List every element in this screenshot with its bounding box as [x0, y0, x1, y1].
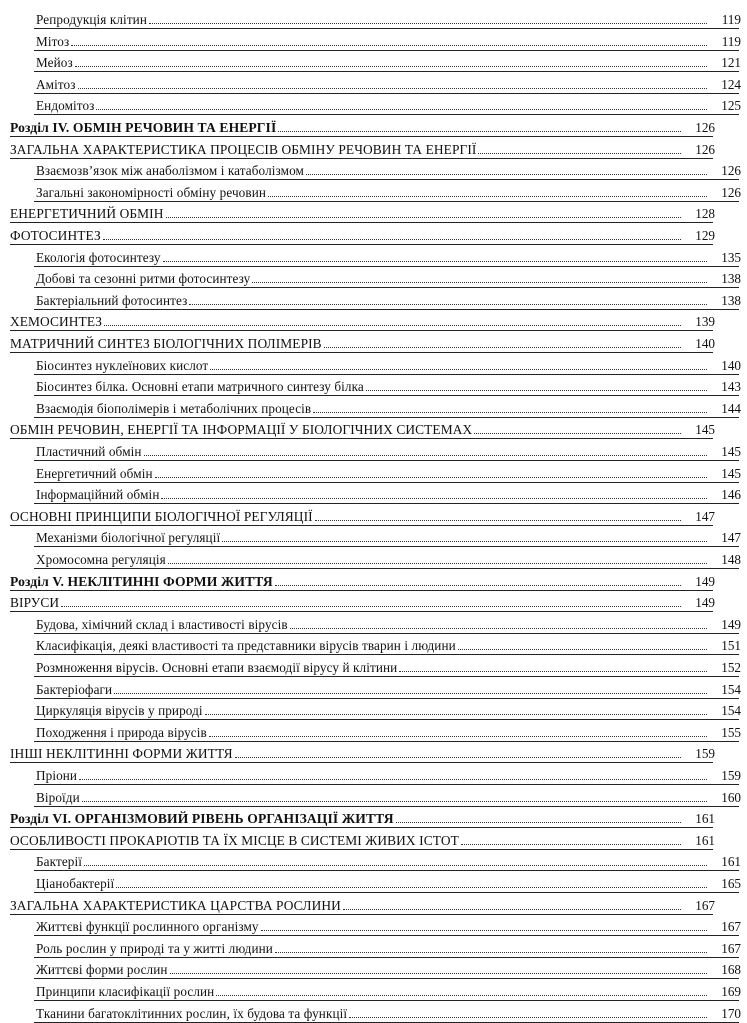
- dot-leader: [278, 131, 681, 132]
- toc-entry-title: Розділ VI. ОРГАНІЗМОВИЙ РІВЕНЬ ОРГАНІЗАЦІЇ ЖИТТЯ: [10, 811, 394, 827]
- toc-page-number: 159: [721, 768, 741, 783]
- toc-section-row[interactable]: [0, 568, 721, 590]
- toc-page-number: 143: [721, 379, 741, 395]
- toc-page-number: 124: [721, 76, 741, 92]
- dot-leader: [75, 66, 707, 67]
- toc-entry-row[interactable]: [0, 373, 747, 395]
- toc-entry-title: Бактеріальний фотосинтез: [36, 292, 188, 308]
- toc-entry-row[interactable]: [0, 719, 747, 741]
- toc-entry-row[interactable]: [0, 438, 747, 460]
- toc-entry-title: Амітоз: [36, 76, 76, 92]
- toc-entry-title: ОСНОВНІ ПРИНЦИПИ БІОЛОГІЧНОЇ РЕГУЛЯЦІЇ: [10, 508, 313, 524]
- dot-leader: [79, 779, 707, 780]
- toc-entry-title: Ціанобактерії: [36, 876, 115, 891]
- toc-page-number: 145: [721, 444, 741, 459]
- dot-leader: [168, 563, 707, 564]
- toc-entry-title: ХЕМОСИНТЕЗ: [10, 314, 103, 330]
- toc-entry-title: Мітоз: [36, 33, 70, 49]
- toc-page-number: 146: [721, 487, 741, 503]
- toc-entry-row[interactable]: [0, 762, 747, 784]
- toc-entry-title: Віроїди: [36, 789, 80, 805]
- toc-entry-title: Пріони: [36, 768, 78, 783]
- toc-page-number: 147: [695, 508, 715, 524]
- toc-entry-title: Бактерії: [36, 854, 82, 870]
- toc-entry-row[interactable]: [0, 935, 747, 957]
- toc-page-number: 126: [721, 184, 741, 200]
- dot-leader: [205, 714, 707, 715]
- toc-entry-title: ІНШІ НЕКЛІТИННІ ФОРМИ ЖИТТЯ: [10, 746, 233, 762]
- dot-leader: [209, 736, 707, 737]
- toc-page-number: 125: [721, 98, 741, 114]
- toc-section-row[interactable]: [0, 114, 721, 136]
- dot-leader: [103, 239, 681, 240]
- toc-entry-row[interactable]: [0, 848, 747, 870]
- toc-entry-row[interactable]: [0, 632, 747, 654]
- toc-page-number: 144: [721, 400, 741, 416]
- dot-leader: [216, 995, 707, 996]
- toc-entry-row[interactable]: [0, 287, 747, 309]
- toc-entry-row[interactable]: [0, 546, 747, 568]
- toc-page-number: 167: [721, 940, 741, 956]
- toc-entry-title: ЗАГАЛЬНА ХАРАКТЕРИСТИКА ЦАРСТВА РОСЛИНИ: [10, 897, 341, 913]
- dot-leader: [163, 261, 707, 262]
- toc-entry-row[interactable]: [0, 956, 747, 978]
- toc-page-number: 149: [695, 595, 715, 611]
- toc-chapter-row[interactable]: [0, 222, 721, 244]
- toc-entry-title: Розмноження вірусів. Основні етапи взаємодії вірусу й клітини: [36, 660, 398, 675]
- dot-leader: [290, 628, 707, 629]
- toc-entry-title: Добові та сезонні ритми фотосинтезу: [36, 271, 251, 287]
- toc-page-number: 126: [695, 141, 715, 157]
- toc-entry-row[interactable]: [0, 395, 747, 417]
- toc-page-number: 161: [721, 854, 741, 870]
- dot-leader: [82, 801, 707, 802]
- toc-entry-title: Хромосомна регуляція: [36, 552, 166, 567]
- toc-page-number: 154: [721, 681, 741, 697]
- toc-chapter-row[interactable]: [0, 416, 721, 438]
- toc-entry-title: ВІРУСИ: [10, 595, 60, 611]
- toc-page-number: 119: [721, 33, 741, 49]
- toc-entry-title: ОСОБЛИВОСТІ ПРОКАРІОТІВ ТА ЇХ МІСЦЕ В СИСТЕМІ ЖИВИХ ІСТОТ: [10, 832, 459, 848]
- toc-entry-row[interactable]: [0, 157, 747, 179]
- toc-entry-title: Роль рослин у природі та у житті людини: [36, 940, 273, 956]
- toc-page-number: 139: [695, 314, 715, 330]
- toc-page-number: 169: [721, 984, 741, 999]
- toc-page-number: 149: [721, 616, 741, 632]
- dot-leader: [84, 865, 707, 866]
- toc-entry-row[interactable]: [0, 244, 747, 266]
- dot-leader: [396, 822, 681, 823]
- toc-entry-title: МАТРИЧНИЙ СИНТЕЗ БІОЛОГІЧНИХ ПОЛІМЕРІВ: [10, 336, 322, 351]
- toc-entry-title: Походження і природа вірусів: [36, 724, 207, 740]
- toc-page-number: 119: [721, 12, 741, 27]
- dot-leader: [349, 1017, 707, 1018]
- toc-page-number: 161: [695, 811, 715, 827]
- dot-leader: [474, 433, 681, 434]
- toc-chapter-row[interactable]: [0, 892, 721, 914]
- toc-entry-title: Екологія фотосинтезу: [36, 249, 161, 265]
- toc-entry-title: Життєві функції рослинного організму: [36, 919, 259, 935]
- toc-entry-row[interactable]: [0, 92, 747, 114]
- toc-chapter-row[interactable]: [0, 330, 721, 352]
- toc-entry-row[interactable]: [0, 179, 747, 201]
- toc-page-number: 145: [695, 422, 715, 438]
- dot-leader: [116, 887, 707, 888]
- toc-page-number: 149: [695, 573, 715, 589]
- toc-entry-title: ЕНЕРГЕТИЧНИЙ ОБМІН: [10, 206, 164, 222]
- toc-entry-title: Ендомітоз: [36, 98, 95, 114]
- toc-entry-title: Механізми біологічної регуляції: [36, 530, 221, 546]
- toc-entry-row[interactable]: [0, 654, 747, 676]
- dot-leader: [366, 390, 707, 391]
- dot-leader: [458, 649, 707, 650]
- toc-entry-row[interactable]: [0, 676, 747, 698]
- toc-entry-title: Репродукція клітин: [36, 12, 148, 27]
- toc-entry-row[interactable]: [0, 352, 747, 374]
- dot-leader: [275, 585, 681, 586]
- toc-entry-row[interactable]: [0, 524, 747, 546]
- toc-entry-title: Бактеріофаги: [36, 681, 113, 697]
- toc-page-number: 168: [721, 962, 741, 978]
- toc-page-number: 151: [721, 638, 741, 654]
- toc-entry-row[interactable]: [0, 49, 747, 71]
- toc-chapter-row[interactable]: [0, 740, 721, 762]
- toc-page-number: 155: [721, 724, 741, 740]
- dot-leader: [275, 952, 707, 953]
- toc-page-number: 145: [721, 465, 741, 481]
- dot-leader: [306, 174, 707, 175]
- toc-entry-title: Енергетичний обмін: [36, 465, 153, 481]
- toc-chapter-row[interactable]: [0, 589, 721, 611]
- toc-page-number: 126: [695, 120, 715, 135]
- dot-leader: [189, 304, 707, 305]
- toc-entry-row[interactable]: [0, 6, 747, 28]
- toc-chapter-row[interactable]: [0, 503, 721, 525]
- toc-page-number: 152: [721, 660, 741, 675]
- toc-page-number: 129: [695, 228, 715, 243]
- dot-leader: [268, 196, 707, 197]
- dot-leader: [222, 541, 707, 542]
- toc-page-number: 140: [695, 336, 715, 351]
- toc-entry-row[interactable]: [0, 460, 747, 482]
- toc-entry-row[interactable]: [0, 978, 747, 1000]
- dot-leader: [155, 477, 707, 478]
- toc-page-number: 167: [695, 897, 715, 913]
- toc-entry-title: Розділ V. НЕКЛІТИННІ ФОРМИ ЖИТТЯ: [10, 573, 273, 589]
- toc-entry-title: Будова, хімічний склад і властивості вірусів: [36, 616, 288, 632]
- toc-page-number: 170: [721, 1005, 741, 1021]
- toc-entry-row[interactable]: [0, 913, 747, 935]
- toc-entry-title: Біосинтез нуклеїнових кислот: [36, 357, 209, 373]
- toc-entry-title: Біосинтез білка. Основні етапи матричного синтезу білка: [36, 379, 364, 395]
- toc-page-number: 121: [721, 55, 741, 71]
- toc-page-number: 165: [721, 876, 741, 891]
- toc-entry-title: Розділ IV. ОБМІН РЕЧОВИН ТА ЕНЕРГІЇ: [10, 120, 277, 135]
- dot-leader: [104, 325, 681, 326]
- toc-entry-title: Класифікація, деякі властивості та представники вірусів тварин і людини: [36, 638, 456, 654]
- toc-page-number: 128: [695, 206, 715, 222]
- toc-entry-row[interactable]: [0, 1000, 747, 1022]
- toc-section-row[interactable]: [0, 805, 721, 827]
- toc-entry-title: Інформаційний обмін: [36, 487, 160, 503]
- dot-leader: [144, 455, 707, 456]
- row-underline: [34, 1022, 739, 1023]
- toc-page-number: 161: [695, 832, 715, 848]
- toc-page-number: 140: [721, 357, 741, 373]
- dot-leader: [161, 498, 707, 499]
- dot-leader: [252, 282, 707, 283]
- toc-chapter-row[interactable]: [0, 827, 721, 849]
- toc-entry-title: Взаємодія біополімерів і метаболічних процесів: [36, 400, 312, 416]
- toc-entry-title: Життєві форми рослин: [36, 962, 168, 978]
- dot-leader: [261, 930, 707, 931]
- toc-entry-row[interactable]: [0, 265, 747, 287]
- dot-leader: [71, 45, 707, 46]
- toc-page-number: 138: [721, 271, 741, 287]
- toc-page-number: 138: [721, 292, 741, 308]
- toc-page-number: 160: [721, 789, 741, 805]
- toc-entry-title: Тканини багатоклітинних рослин, їх будова та функції: [36, 1005, 348, 1021]
- toc-entry-row[interactable]: [0, 28, 747, 50]
- toc-entry-row[interactable]: [0, 481, 747, 503]
- toc-page-number: 147: [721, 530, 741, 546]
- dot-leader: [61, 606, 681, 607]
- toc-entry-row[interactable]: [0, 611, 747, 633]
- toc-entry-title: Взаємозв’язок між анаболізмом і катаболізмом: [36, 163, 304, 179]
- toc-entry-row[interactable]: [0, 784, 747, 806]
- dot-leader: [149, 23, 707, 24]
- toc-entry-title: Циркуляція вірусів у природі: [36, 703, 203, 719]
- toc-entry-title: Мейоз: [36, 55, 73, 71]
- toc-entry-row[interactable]: [0, 71, 747, 93]
- toc-page-number: 126: [721, 163, 741, 179]
- dot-leader: [399, 671, 707, 672]
- dot-leader: [96, 109, 707, 110]
- toc-entry-title: Пластичний обмін: [36, 444, 142, 459]
- toc-page-number: 154: [721, 703, 741, 719]
- dot-leader: [170, 973, 707, 974]
- toc-page-number: 167: [721, 919, 741, 935]
- dot-leader: [324, 347, 681, 348]
- toc-entry-title: Загальні закономірності обміну речовин: [36, 184, 267, 200]
- toc-chapter-row[interactable]: [0, 200, 721, 222]
- dot-leader: [343, 909, 681, 910]
- toc-entry-title: ЗАГАЛЬНА ХАРАКТЕРИСТИКА ПРОЦЕСІВ ОБМІНУ РЕЧОВИН ТА ЕНЕРГІЇ: [10, 141, 477, 157]
- dot-leader: [166, 217, 681, 218]
- toc-entry-title: Принципи класифікації рослин: [36, 984, 215, 999]
- toc-page-number: 135: [721, 249, 741, 265]
- toc-page-number: 159: [695, 746, 715, 762]
- toc-page-number: 148: [721, 552, 741, 567]
- toc-entry-title: ФОТОСИНТЕЗ: [10, 228, 101, 243]
- toc-chapter-row[interactable]: [0, 308, 721, 330]
- dot-leader: [461, 844, 681, 845]
- toc-entry-row[interactable]: [0, 697, 747, 719]
- toc-entry-row[interactable]: [0, 870, 747, 892]
- dot-leader: [114, 693, 707, 694]
- toc-entry-title: ОБМІН РЕЧОВИН, ЕНЕРГІЇ ТА ІНФОРМАЦІЇ У БІОЛОГІЧНИХ СИСТЕМАХ: [10, 422, 473, 438]
- dot-leader: [315, 520, 681, 521]
- dot-leader: [78, 88, 707, 89]
- dot-leader: [235, 757, 681, 758]
- dot-leader: [210, 369, 707, 370]
- toc-chapter-row[interactable]: [0, 136, 721, 158]
- dot-leader: [313, 412, 707, 413]
- dot-leader: [478, 153, 681, 154]
